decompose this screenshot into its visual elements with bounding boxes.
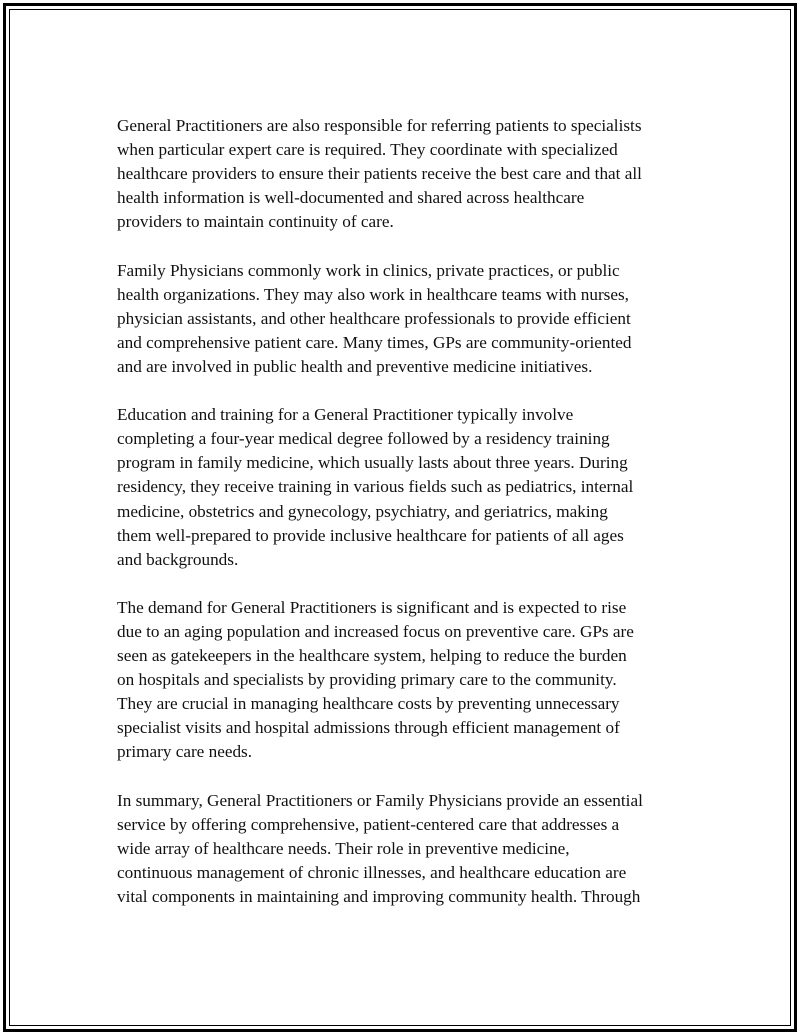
- paragraph: [117, 114, 697, 234]
- text-line: them well-prepared to provide inclusive healthcare for patients of all ages: [117, 525, 624, 545]
- document-page: [3, 3, 797, 1032]
- text-line: and backgrounds.: [117, 549, 239, 569]
- text-line: health organizations. They may also work in healthcare teams with nurses,: [117, 284, 629, 304]
- text-line: medicine, obstetrics and gynecology, psychiatry, and geriatrics, making: [117, 501, 608, 521]
- text-line: physician assistants, and other healthcare professionals to provide efficient: [117, 308, 631, 328]
- text-line: and comprehensive patient care. Many times, GPs are community-oriented: [117, 332, 632, 352]
- text-line: and are involved in public health and preventive medicine initiatives.: [117, 356, 593, 376]
- paragraph: [117, 403, 697, 572]
- text-line: seen as gatekeepers in the healthcare system, helping to reduce the burden: [117, 646, 627, 666]
- document-body: [117, 114, 697, 933]
- text-line: on hospitals and specialists by providing primary care to the community.: [117, 670, 617, 690]
- text-line: General Practitioners are also responsible for referring patients to specialists: [117, 116, 642, 135]
- text-line: primary care needs.: [117, 742, 253, 762]
- text-line: when particular expert care is required. They coordinate with specialized: [117, 140, 618, 160]
- text-line: In summary, General Practitioners or Family Physicians provide an essential: [117, 790, 643, 810]
- text-line: health information is well-documented and shared across healthcare: [117, 188, 585, 208]
- text-line: due to an aging population and increased focus on preventive care. GPs are: [117, 621, 634, 641]
- text-line: residency, they receive training in various fields such as pediatrics, internal: [117, 477, 634, 497]
- text-line: specialist visits and hospital admissions through efficient management of: [117, 718, 620, 738]
- text-line: Education and training for a General Practitioner typically involve: [117, 405, 574, 425]
- text-line: service by offering comprehensive, patient-centered care that addresses a: [117, 814, 620, 834]
- text-line: They are crucial in managing healthcare costs by preventing unnecessary: [117, 694, 620, 714]
- paragraph: [117, 789, 697, 909]
- text-line: continuous management of chronic illnesses, and healthcare education are: [117, 862, 627, 882]
- text-line: wide array of healthcare needs. Their role in preventive medicine,: [117, 838, 570, 858]
- text-line: The demand for General Practitioners is significant and is expected to rise: [117, 597, 627, 617]
- text-line: program in family medicine, which usually lasts about three years. During: [117, 453, 628, 473]
- text-line: vital components in maintaining and improving community health. Through: [117, 887, 641, 906]
- text-line: providers to maintain continuity of care.: [117, 212, 394, 232]
- text-line: completing a four-year medical degree followed by a residency training: [117, 429, 610, 449]
- text-line: Family Physicians commonly work in clinics, private practices, or public: [117, 260, 620, 280]
- text-line: healthcare providers to ensure their patients receive the best care and that all: [117, 164, 642, 184]
- paragraph: [117, 259, 697, 379]
- paragraph: [117, 596, 697, 765]
